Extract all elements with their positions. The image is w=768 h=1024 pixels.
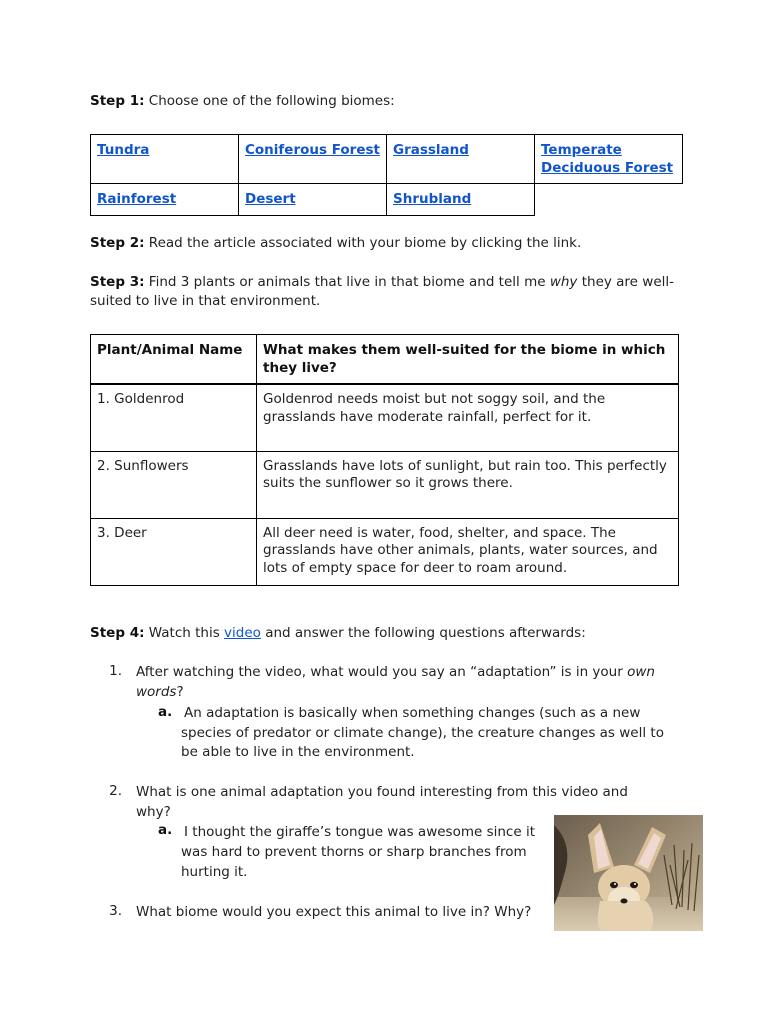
step3-emphasis: why (549, 274, 578, 290)
step2-paragraph (90, 234, 690, 253)
biome-link-temperate-deciduous-forest[interactable]: Temperate Deciduous Forest (541, 142, 674, 176)
table-cell: 2. Sunflowers (91, 451, 257, 518)
biome-cell (239, 184, 387, 216)
question-number: 1. (109, 663, 122, 679)
question-1-text-before: After watching the video, what would you say an “adaptation” is in your (136, 664, 628, 680)
biome-cell (91, 135, 239, 184)
biome-link-shrubland[interactable]: Shrubland (393, 191, 472, 207)
biome-cell (91, 184, 239, 216)
fennec-fox-image (554, 815, 703, 931)
question-1-text-after: ? (176, 683, 184, 700)
answer-label: a. (158, 704, 173, 720)
biome-cell (535, 135, 683, 184)
step3-paragraph (90, 273, 682, 311)
table-row (91, 451, 679, 518)
question-number: 2. (109, 783, 122, 799)
question-1-emphasis: own words (136, 664, 655, 700)
table-cell: Grasslands have lots of sunlight, but rain too. This perfectly suits the sunflower so it grows there. (257, 451, 679, 518)
answer-label: a. (158, 822, 173, 838)
step1-paragraph (90, 92, 690, 111)
empty-cell (535, 184, 683, 216)
step4-label: Step 4: (90, 625, 145, 641)
biome-cell (239, 135, 387, 184)
question-1 (136, 663, 676, 702)
table-cell: 3. Deer (91, 518, 257, 585)
step3-text-before: Find 3 plants or animals that live in that biome and tell me (144, 274, 550, 290)
biome-cell (387, 184, 535, 216)
question-number: 3. (109, 903, 122, 919)
question-3: What biome would you expect this animal to live in? Why? (136, 904, 532, 920)
question-2: What is one animal adaptation you found interesting from this video and why? (136, 784, 628, 820)
biome-link-tundra[interactable]: Tundra (97, 142, 150, 158)
step3-text-after: they are well-suited to live in that environment. (90, 274, 674, 309)
table-header: What makes them well-suited for the biome in which they live? (257, 335, 679, 385)
step1-text: Choose one of the following biomes: (144, 93, 395, 109)
table-cell: All deer need is water, food, shelter, and space. The grasslands have other animals, plants, water sources, and lots of empty space for deer to roam around. (257, 518, 679, 585)
step3-label: Step 3: (90, 274, 145, 290)
step4-text-after: and answer the following questions afterwards: (260, 625, 586, 641)
biome-link-rainforest[interactable]: Rainforest (97, 191, 177, 207)
biome-link-coniferous-forest[interactable]: Coniferous Forest (245, 142, 380, 158)
table-cell: Goldenrod needs moist but not soggy soil, and the grasslands have moderate rainfall, perfect for it. (257, 384, 679, 451)
table-row (91, 384, 679, 451)
biome-cell (387, 135, 535, 184)
step1-label: Step 1: (90, 93, 145, 109)
table-header: Plant/Animal Name (91, 335, 257, 385)
table-cell: 1. Goldenrod (91, 384, 257, 451)
biome-link-grassland[interactable]: Grassland (393, 142, 469, 158)
step4-text-before: Watch this (144, 625, 225, 641)
biome-link-desert[interactable]: Desert (245, 191, 296, 207)
answer-1: An adaptation is basically when something changes (such as a new species of predator or climate change), the creature changes as well to be able to live in the environment. (181, 705, 664, 760)
plant-animal-table (90, 334, 679, 586)
step2-label: Step 2: (90, 235, 145, 251)
step4-paragraph (90, 624, 690, 643)
biome-table (90, 134, 683, 216)
step2-text: Read the article associated with your biome by clicking the link. (144, 235, 582, 251)
video-link[interactable]: video (224, 625, 261, 641)
answer-2: I thought the giraffe’s tongue was awesome since it was hard to prevent thorns or sharp branches from hurting it. (181, 824, 535, 880)
table-row (91, 518, 679, 585)
